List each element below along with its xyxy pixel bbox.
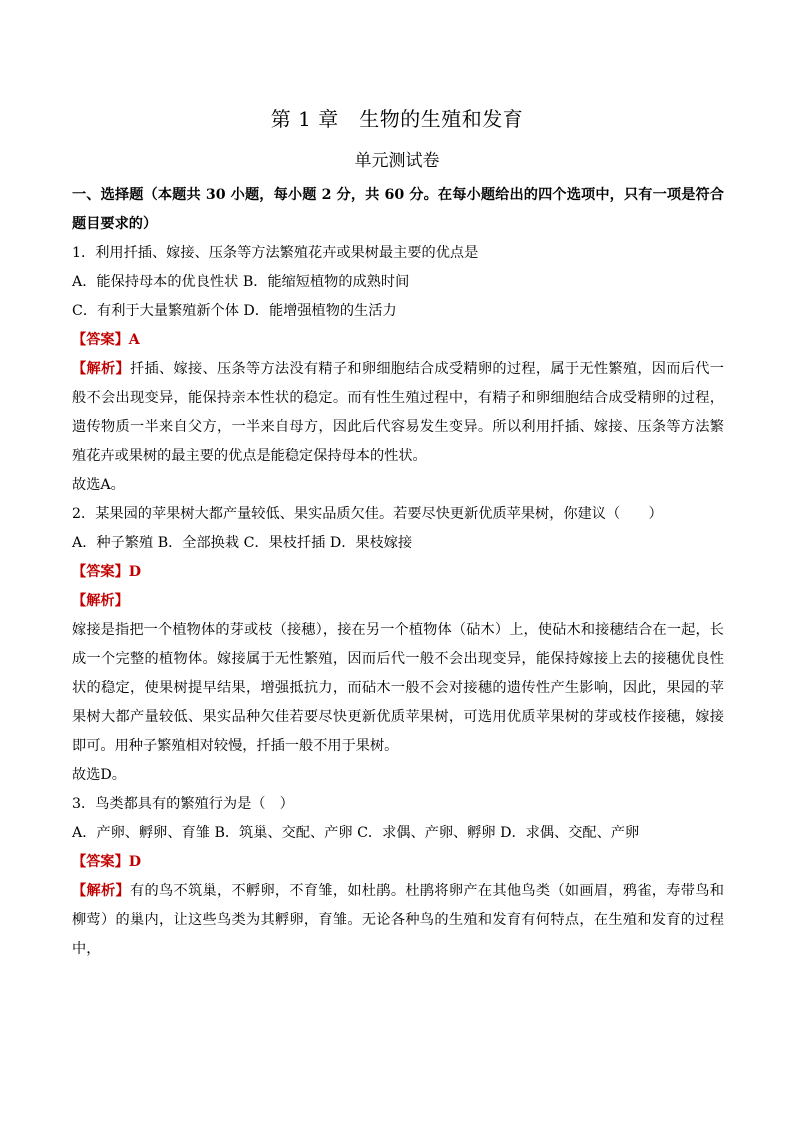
question-stem: 3．鸟类都具有的繁殖行为是（ ） [72, 796, 294, 812]
analysis-text: 有的鸟不筑巢，不孵卵，不育雏，如杜鹃。杜鹃将卵产在其他鸟类（如画眉，鸦雀，寿带鸟和柳莺）的巢内，让这些鸟类为其孵卵，育雏。无论各种鸟的生殖和发育有何特点，在生殖和发育的过程中， [72, 883, 724, 957]
analysis-label: 【解析】 [72, 361, 130, 377]
analysis-paragraph [72, 877, 724, 964]
question-stem: 2．某果园的苹果树大都产量较低、果实品质欠佳。若要尽快更新优质苹果树，你建议（ ） [72, 506, 663, 522]
answer-label: 【答案】 [72, 564, 129, 580]
analysis-label: 【解析】 [72, 593, 129, 609]
question-option: A．能保持母本的优良性状 B．能缩短植物的成熟时间 [72, 274, 410, 290]
analysis-label: 【解析】 [72, 883, 130, 899]
analysis-text: 嫁接是指把一个植物体的芽或枝（接穗），接在另一个植物体（砧木）上，使砧木和接穗结合在一起，长成一个完整的植物体。嫁接属于无性繁殖，因而后代一般不会出现变异，能保持嫁接上去的接穗优良性状的稳定，使果树提早结果，增强抵抗力，而砧木一般不会对接穗的遗传性产生影响，因此，果园的苹果树大都产量较低、果实品种欠佳若要尽快更新优质苹果树，可选用优质苹果树的芽或枝作接穗，嫁接即可。用种子繁殖相对较慢，扦插一般不用于果树。 [72, 622, 724, 754]
question-option: C．有利于大量繁殖新个体 D．能增强植物的生活力 [72, 303, 397, 319]
conclusion: 故选A。 [72, 477, 125, 493]
document-body [72, 181, 724, 964]
question-stem: 1．利用扦插、嫁接、压条等方法繁殖花卉或果树最主要的优点是 [72, 245, 479, 261]
question-option: A．产卵、孵卵、育雏 B．筑巢、交配、产卵 C．求偶、产卵、孵卵 D．求偶、交配、产卵 [72, 825, 640, 841]
conclusion: 故选D。 [72, 767, 126, 783]
answer-label: 【答案】 [72, 854, 129, 870]
answer-line [72, 558, 724, 587]
answer-value: A [128, 332, 140, 348]
page-title: 第 1 章 生物的生殖和发育 [270, 107, 524, 131]
question-option: A．种子繁殖 B．全部换栽 C．果枝扦插 D．果枝嫁接 [72, 535, 413, 551]
answer-label: 【答案】 [72, 332, 129, 348]
analysis-text: 扦插、嫁接、压条等方法没有精子和卵细胞结合成受精卵的过程，属于无性繁殖，因而后代一般不会出现变异，能保持亲本性状的稳定。而有性生殖过程中，有精子和卵细胞结合成受精卵的过程，遗传物质一半来自父方，一半来自母方，因此后代容易发生变异。所以利用扦插、嫁接、压条等方法繁殖花卉或果树的最主要的优点是能稳定保持母本的性状。 [72, 361, 724, 464]
analysis-paragraph [72, 355, 724, 471]
page-subtitle: 单元测试卷 [354, 151, 440, 171]
answer-line [72, 326, 724, 355]
answer-value: D [128, 564, 142, 580]
answer-line [72, 848, 724, 877]
answer-value: D [128, 854, 142, 870]
section-heading: 一、选择题（本题共 30 小题，每小题 2 分，共 60 分。在每小题给出的四个选项中，只有一项是符合题目要求的） [72, 187, 724, 232]
